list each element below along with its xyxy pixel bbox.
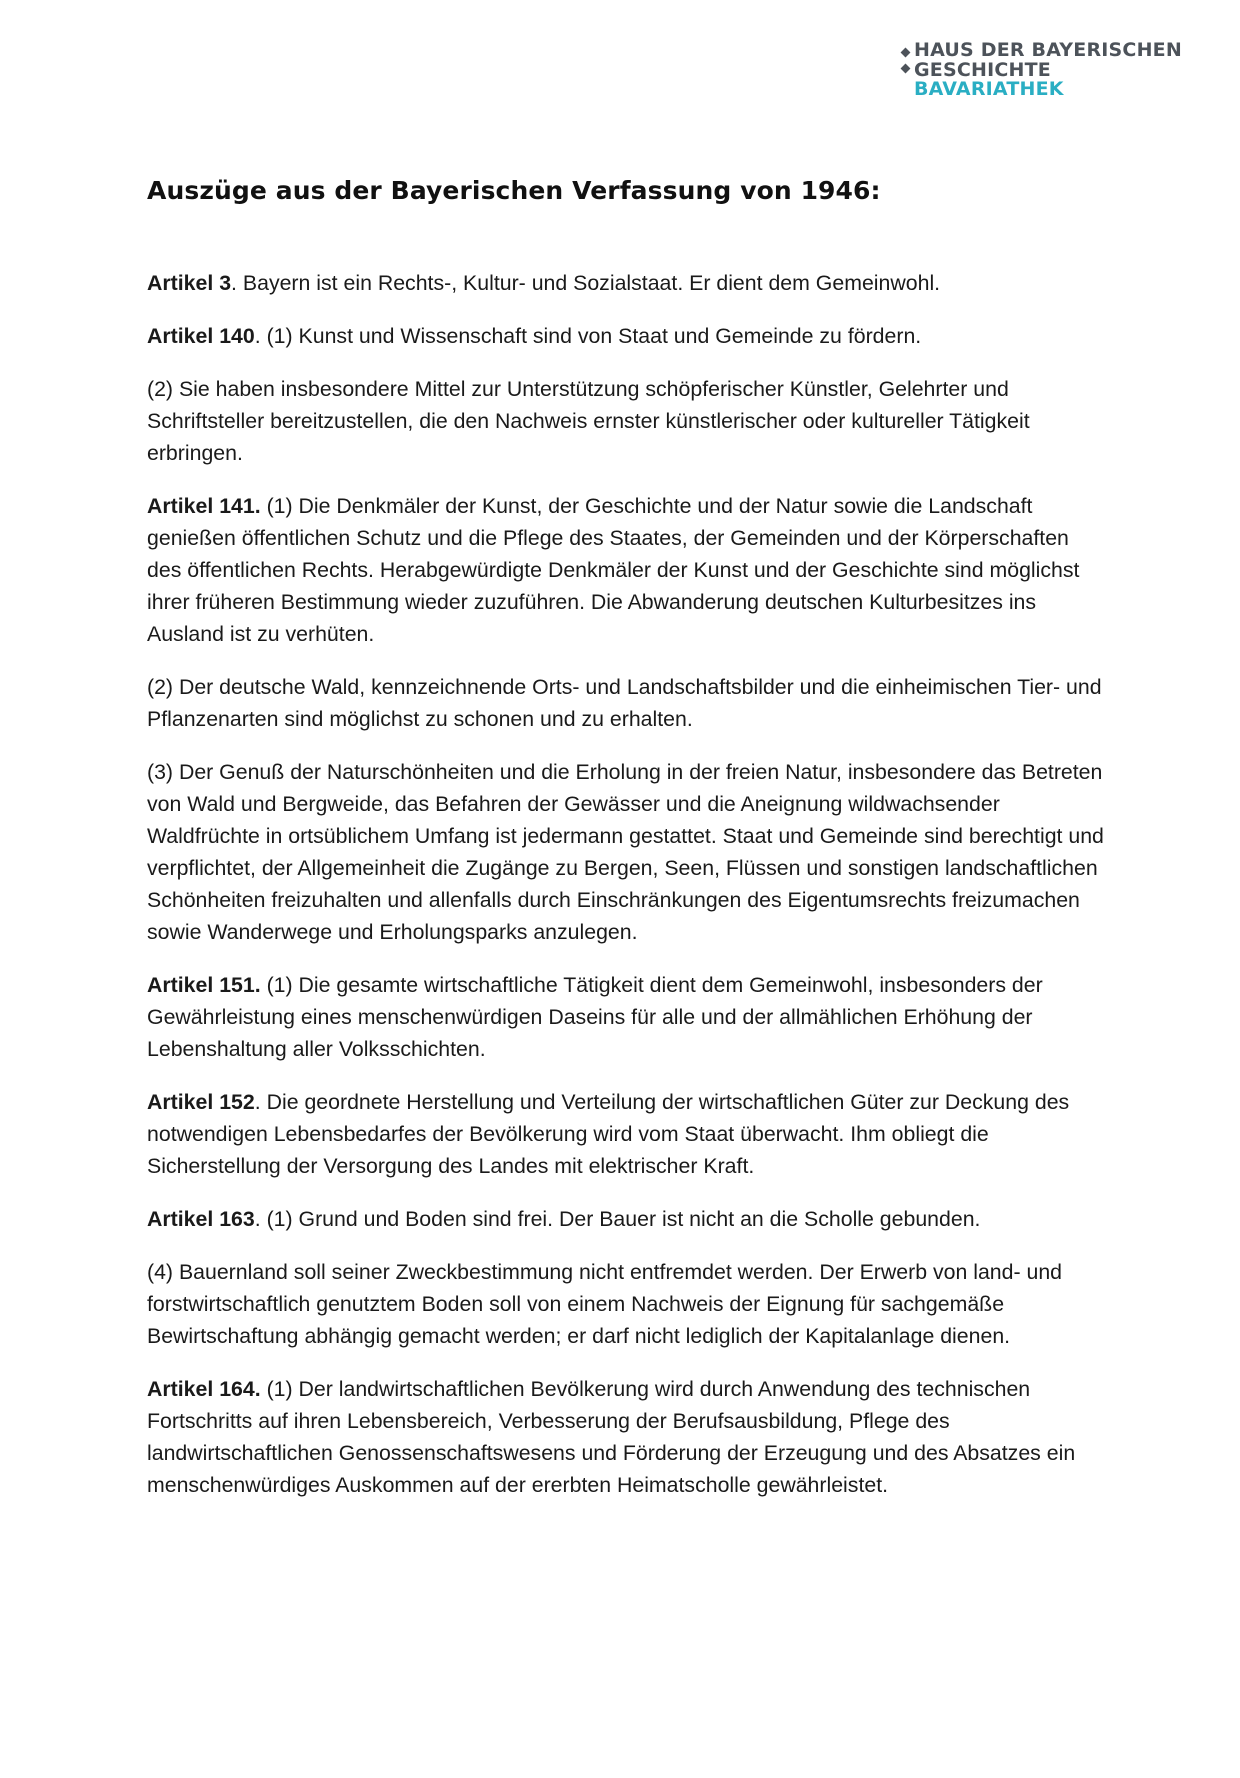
paragraph-artikel-163	[147, 1203, 1107, 1235]
paragraph-text: (4) Bauernland soll seiner Zweckbestimmung nicht entfremdet werden. Der Erwerb von land- und forstwirtschaftlich genutztem Boden soll von einem Nachweis der Eignung für sachgemäße Bewirtschaftung abhängig gemacht werden; er darf nicht lediglich der Kapitalanlage dienen.	[147, 1260, 1063, 1348]
article-label: Artikel 164.	[147, 1377, 261, 1401]
logo	[900, 41, 1200, 100]
paragraph-artikel-3	[147, 267, 1107, 299]
paragraph-text: (1) Grund und Boden sind frei. Der Bauer ist nicht an die Scholle gebunden.	[266, 1207, 981, 1231]
paragraph-text: (2) Sie haben insbesondere Mittel zur Unterstützung schöpferischer Künstler, Gelehrter und Schriftsteller bereitzustellen, die den Nachweis ernster künstlerischer oder kultureller Tätigkeit erbringen.	[147, 377, 1030, 465]
paragraph-artikel-141	[147, 490, 1107, 650]
paragraph-text: (1) Die gesamte wirtschaftliche Tätigkeit dient dem Gemeinwohl, insbesonders der Gewährleistung eines menschenwürdigen Daseins für alle und der allmählichen Erhöhung der Lebenshaltung aller Volksschichten.	[147, 973, 1043, 1061]
separator: .	[254, 1090, 267, 1114]
paragraph-text: (3) Der Genuß der Naturschönheiten und die Erholung in der freien Natur, insbesondere das Betreten von Wald und Bergweide, das Befahren der Gewässer und die Aneignung wildwachsender Waldfrüchte in ortsüblichem Umfang ist jedermann gestattet. Staat und Gemeinde sind berechtigt und verpflichtet, der Allgemeinheit die Zugänge zu Bergen, Seen, Flüssen und sonstigen landschaftlichen Schönheiten freizuhalten und allenfalls durch Einschränkungen des Eigentumsrechts freizumachen sowie Wanderwege und Erholungsparks anzulegen.	[147, 760, 1104, 944]
paragraph-artikel-163-4	[147, 1256, 1107, 1352]
paragraph-text: Bayern ist ein Rechts-, Kultur- und Sozialstaat. Er dient dem Gemeinwohl.	[242, 271, 941, 295]
paragraph-text: Die geordnete Herstellung und Verteilung der wirtschaftlichen Güter zur Deckung des notwendigen Lebensbedarfes der Bevölkerung wird vom Staat überwacht. Ihm obliegt die Sicherstellung der Versorgung des Landes mit elektrischer Kraft.	[147, 1090, 1070, 1178]
paragraph-text: (2) Der deutsche Wald, kennzeichnende Orts- und Landschaftsbilder und die einheimischen Tier- und Pflanzenarten sind möglichst zu schonen und zu erhalten.	[147, 675, 1102, 731]
separator: .	[231, 271, 243, 295]
page-title: Auszüge aus der Bayerischen Verfassung von 1946:	[147, 176, 881, 205]
article-label: Artikel 152	[147, 1090, 255, 1114]
paragraph-artikel-151	[147, 969, 1107, 1065]
paragraph-text: (1) Der landwirtschaftlichen Bevölkerung wird durch Anwendung des technischen Fortschritts auf ihren Lebensbereich, Verbesserung der Berufsausbildung, Pflege des landwirtschaftlichen Genossenschaftswesens und Förderung der Erzeugung und des Absatzes ein menschenwürdiges Auskommen auf der ererbten Heimatscholle gewährleistet.	[147, 1377, 1076, 1497]
logo-text-1: HAUS DER BAYERISCHEN	[914, 39, 1182, 61]
diamond-icon	[901, 63, 911, 73]
paragraph-artikel-140	[147, 320, 1107, 352]
document-body	[147, 176, 1107, 1522]
diamond-icon	[901, 48, 911, 58]
paragraph-artikel-141-2	[147, 671, 1107, 735]
separator: .	[254, 1207, 267, 1231]
article-label: Artikel 140	[147, 324, 255, 348]
paragraph-artikel-164	[147, 1373, 1107, 1501]
article-label: Artikel 3	[147, 271, 232, 295]
paragraph-text: (1) Die Denkmäler der Kunst, der Geschichte und der Natur sowie die Landschaft genießen öffentlichen Schutz und die Pflege des Staates, der Gemeinden und der Körperschaften des öffentlichen Rechts. Herabgewürdigte Denkmäler der Kunst und der Geschichte sind möglichst ihrer früheren Bestimmung wieder zuzuführen. Die Abwanderung deutschen Kulturbesitzes ins Ausland ist zu verhüten.	[147, 494, 1080, 646]
logo-text-2: GESCHICHTE	[914, 58, 1051, 81]
paragraph-artikel-141-3	[147, 756, 1107, 948]
article-label: Artikel 151.	[147, 973, 261, 997]
paragraph-artikel-152	[147, 1086, 1107, 1182]
article-label: Artikel 141.	[147, 494, 261, 518]
logo-line-3: BAVARIATHEK	[914, 78, 1064, 100]
paragraph-text: (1) Kunst und Wissenschaft sind von Staat und Gemeinde zu fördern.	[266, 324, 922, 348]
paragraph-artikel-140-2	[147, 373, 1107, 469]
article-label: Artikel 163	[147, 1207, 255, 1231]
separator: .	[254, 324, 267, 348]
